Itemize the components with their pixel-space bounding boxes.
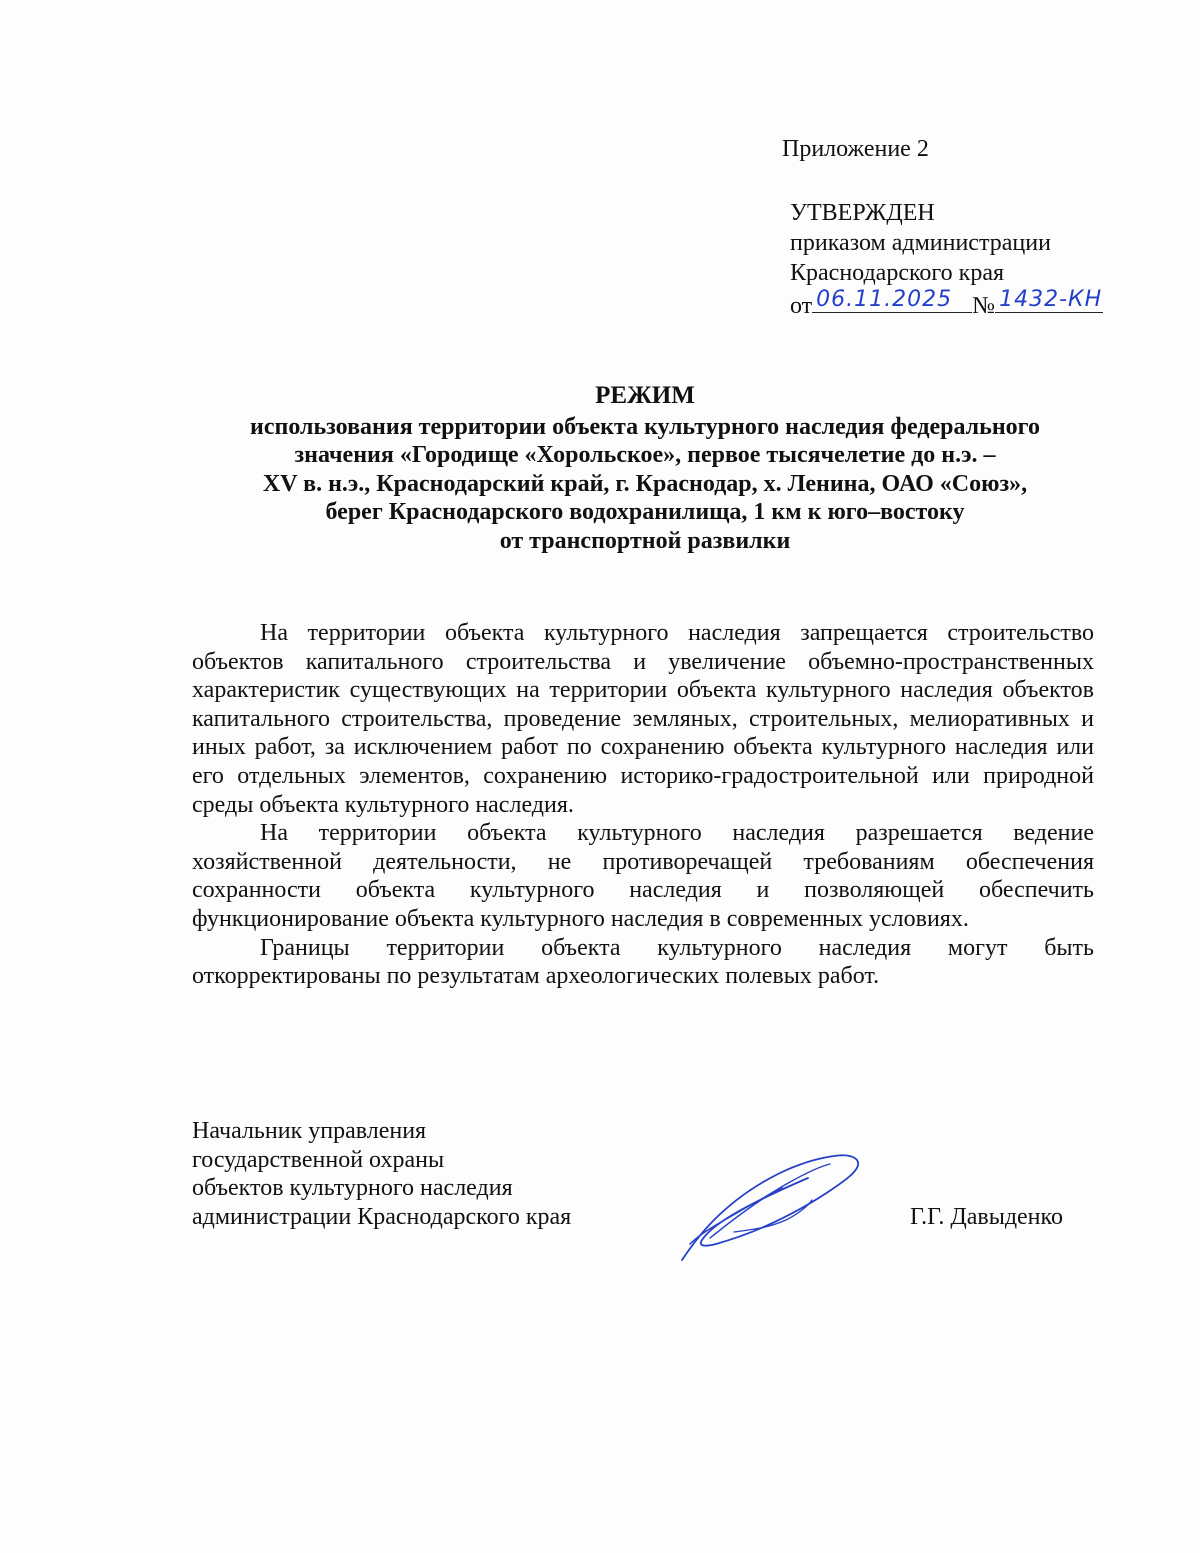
- title-line: от транспортной развилки: [499, 527, 791, 554]
- body-paragraph: Границы территории объекта культурного наследия могут быть откорректированы по результатам археологических полевых работ.: [192, 934, 1094, 990]
- handwritten-signature: [670, 1148, 870, 1273]
- body-text: [192, 619, 1094, 991]
- position-line: администрации Краснодарского края: [192, 1203, 572, 1230]
- date-line: [812, 288, 972, 313]
- signature-icon: [670, 1148, 870, 1268]
- signatory-position: [192, 1117, 571, 1231]
- approved-label: УТВЕРЖДЕН: [790, 200, 935, 226]
- title-line: берег Краснодарского водохранилища, 1 км к юго–востоку: [325, 499, 965, 525]
- region-label: Краснодарского края: [790, 260, 1005, 286]
- document-title: [150, 382, 1140, 555]
- appendix-label: Приложение 2: [782, 136, 929, 162]
- number-handwritten: 1432-КН: [999, 287, 1103, 312]
- position-line: Начальник управления: [192, 1118, 427, 1144]
- position-line: объектов культурного наследия: [192, 1175, 513, 1201]
- by-order-label: приказом администрации: [790, 230, 1051, 256]
- number-line: [995, 288, 1103, 313]
- approval-block: [790, 198, 1103, 321]
- from-label: от: [790, 293, 813, 319]
- title-heading: РЕЖИМ: [595, 382, 695, 409]
- title-line: значения «Городище «Хорольское», первое тысячелетие до н.э. –: [294, 442, 996, 468]
- title-line: использования территории объекта культурного наследия федерального: [250, 413, 1040, 440]
- date-handwritten: 06.11.2025: [816, 287, 953, 312]
- body-paragraph: На территории объекта культурного наследия запрещается строительство объектов капитального строительства и увеличение объемно-пространственных характеристик существующих на территории объекта культурного наследия объектов капитального строительства, проведение земляных, строительных, мелиоративных и иных работ, за исключением работ по сохранению объекта культурного наследия или его отдельных элементов, сохранению историко-градостроительной или природной среды объекта культурного наследия.: [192, 620, 1094, 818]
- title-line: XV в. н.э., Краснодарский край, г. Краснодар, х. Ленина, ОАО «Союз»,: [262, 470, 1028, 497]
- number-label: №: [972, 293, 996, 319]
- body-paragraph: На территории объекта культурного наследия разрешается ведение хозяйственной деятельности, не противоречащей требованиям обеспечения сохранности объекта культурного наследия и позволяющей обеспечить функционирование объекта культурного наследия в современных условиях.: [192, 820, 1094, 932]
- date-number-line: [790, 288, 1103, 321]
- position-line: государственной охраны: [192, 1146, 445, 1173]
- signatory-name: Г.Г. Давыденко: [910, 1204, 1063, 1230]
